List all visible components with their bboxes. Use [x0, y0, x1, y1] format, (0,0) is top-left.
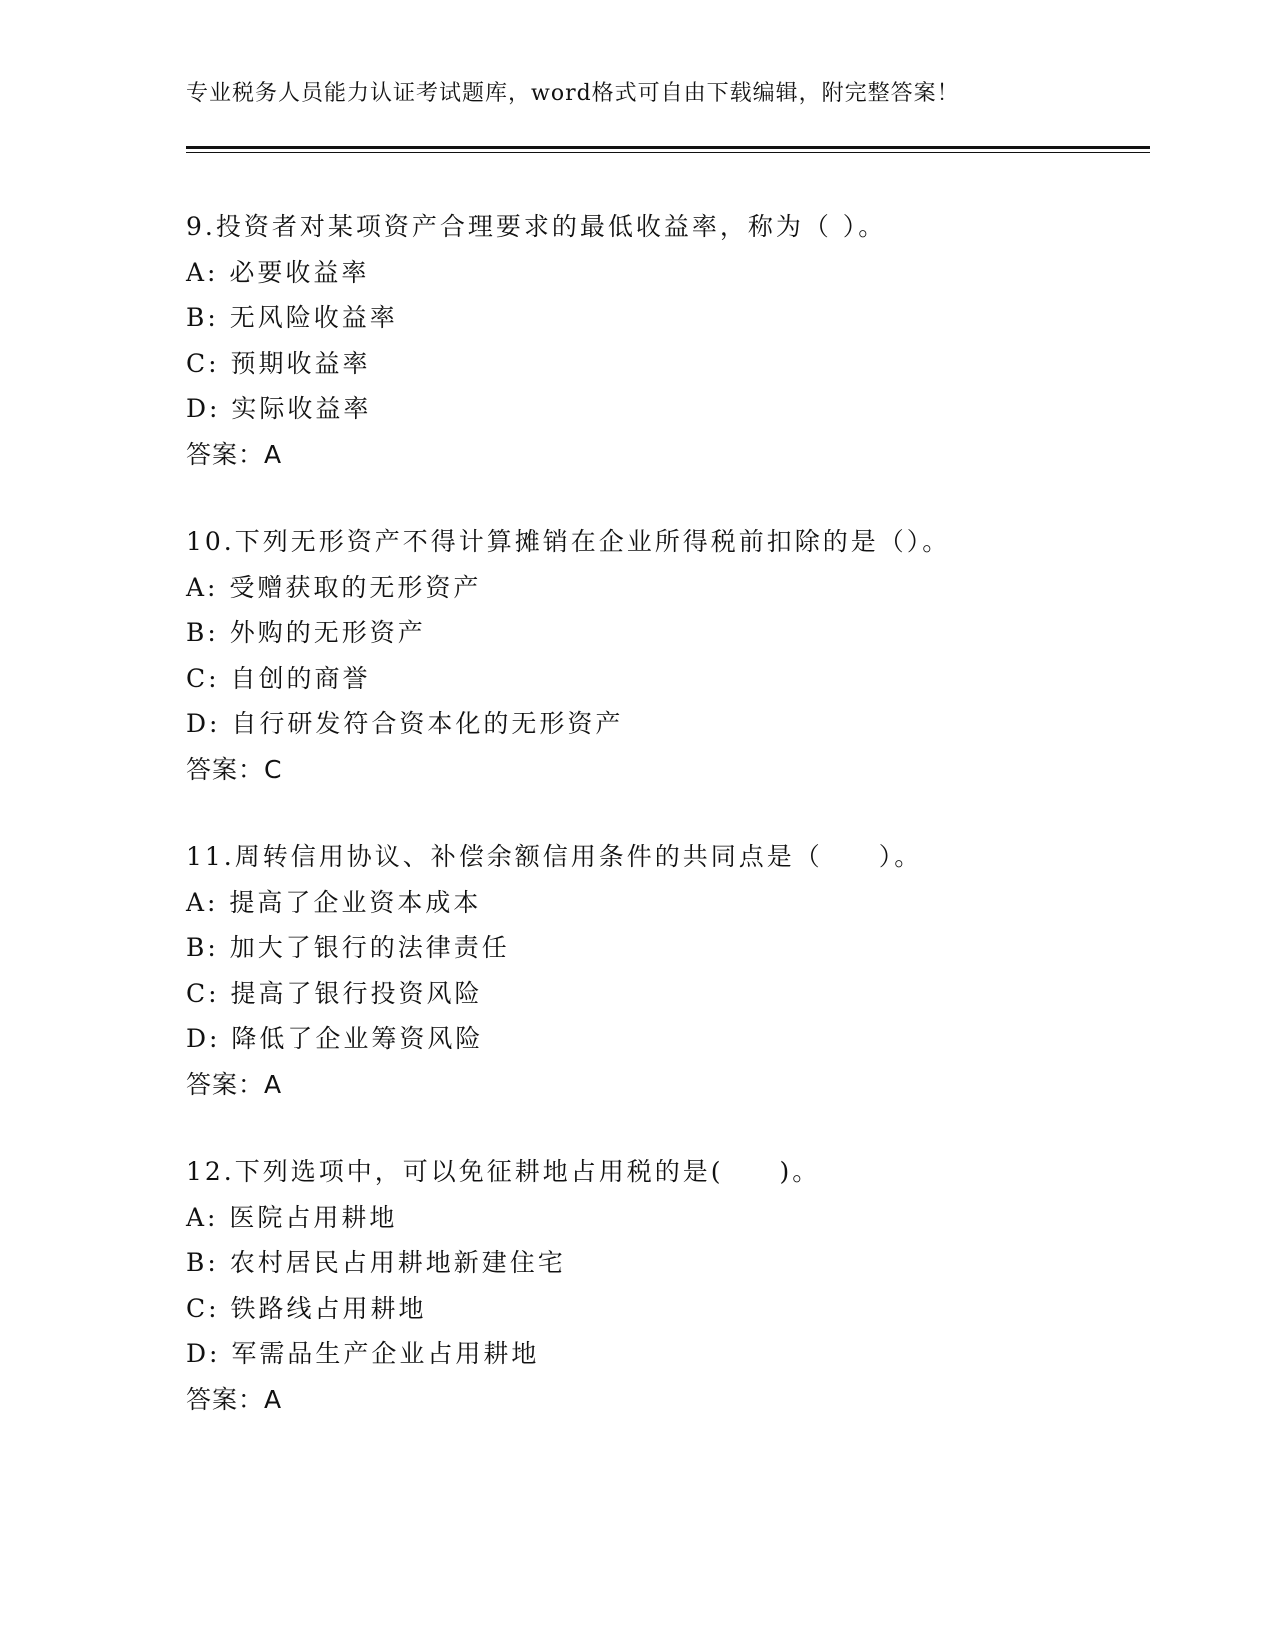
answer-label: 答案： — [186, 754, 265, 784]
option-d: D: 自行研发符合资本化的无形资产 — [186, 709, 624, 738]
answer-value: A — [264, 439, 283, 469]
header-divider-thin — [186, 152, 1150, 153]
option-a: A: 提高了企业资本成本 — [186, 887, 482, 917]
option-d: D: 降低了企业筹资风险 — [186, 1024, 484, 1053]
answer-line — [186, 1062, 1150, 1108]
question-stem: 11.周转信用协议、补偿余额信用条件的共同点是（ ）。 — [186, 842, 923, 871]
question-item — [186, 1149, 1150, 1422]
option-b: B: 外购的无形资产 — [186, 618, 426, 647]
option-d: D: 实际收益率 — [186, 394, 372, 423]
option-a: A: 医院占用耕地 — [186, 1202, 398, 1232]
option-c: C: 铁路线占用耕地 — [186, 1293, 427, 1323]
option-a: A: 受赠获取的无形资产 — [186, 572, 482, 602]
question-item — [186, 519, 1150, 792]
question-item — [186, 834, 1150, 1107]
question-stem: 10.下列无形资产不得计算摊销在企业所得税前扣除的是（）。 — [186, 527, 951, 556]
answer-value: A — [264, 1384, 283, 1414]
option-d: D: 军需品生产企业占用耕地 — [186, 1339, 540, 1368]
option-b: B: 无风险收益率 — [186, 303, 398, 332]
question-stem: 9.投资者对某项资产合理要求的最低收益率，称为（ ）。 — [186, 212, 887, 241]
answer-label: 答案： — [186, 1384, 265, 1414]
answer-label: 答案： — [186, 1069, 265, 1099]
answer-label: 答案： — [186, 439, 265, 469]
option-b: B: 农村居民占用耕地新建住宅 — [186, 1248, 566, 1277]
answer-value: A — [264, 1069, 283, 1099]
option-c: C: 提高了银行投资风险 — [186, 978, 483, 1008]
answer-line — [186, 747, 1150, 793]
option-a: A: 必要收益率 — [186, 257, 370, 287]
option-b: B: 加大了银行的法律责任 — [186, 933, 510, 962]
answer-line — [186, 1377, 1150, 1423]
option-c: C: 自创的商誉 — [186, 663, 371, 693]
answer-value: C — [264, 754, 283, 784]
question-list — [186, 204, 1150, 1464]
question-stem: 12.下列选项中，可以免征耕地占用税的是( )。 — [186, 1157, 821, 1186]
question-item — [186, 204, 1150, 477]
page-header: 专业税务人员能力认证考试题库，word格式可自由下载编辑，附完整答案！ — [186, 81, 960, 106]
option-c: C: 预期收益率 — [186, 348, 371, 378]
answer-line — [186, 432, 1150, 478]
header-divider-thick — [186, 146, 1150, 149]
